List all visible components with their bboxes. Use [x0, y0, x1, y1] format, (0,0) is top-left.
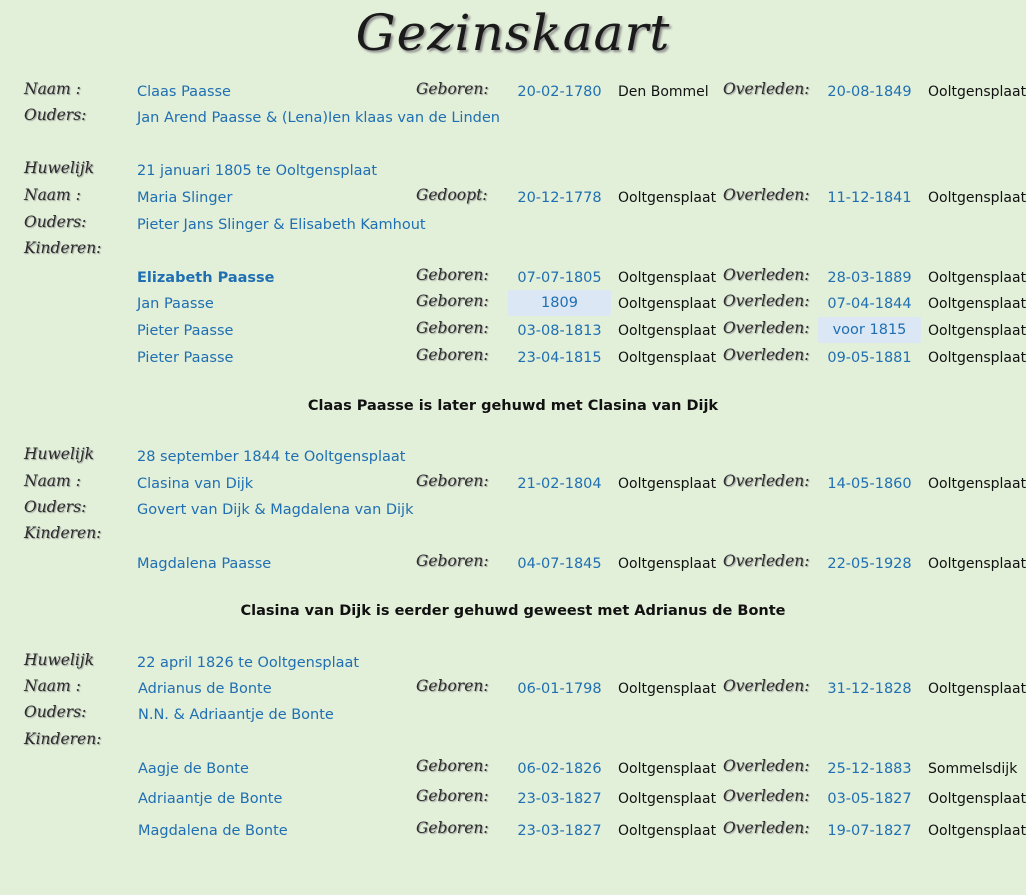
- overleden-label: Overleden:: [723, 757, 810, 775]
- spouse-row-1: [0, 187, 1026, 211]
- geboren-label: Geboren:: [416, 80, 489, 98]
- child-row: [0, 320, 1026, 344]
- kinderen-label: Kinderen:: [24, 239, 102, 257]
- birth-place: Ooltgensplaat: [618, 791, 717, 807]
- ouders-label: Ouders:: [24, 498, 87, 516]
- birth-date: 20-12-1778: [517, 190, 602, 206]
- note-later-married: Claas Paasse is later gehuwd met Clasina van Dijk: [307, 398, 719, 414]
- child-name: Pieter Paasse: [137, 323, 234, 339]
- overleden-label: Overleden:: [723, 80, 810, 98]
- overleden-label: Overleden:: [723, 677, 810, 695]
- death-date: 19-07-1827: [827, 823, 912, 839]
- death-date: 22-05-1928: [827, 556, 912, 572]
- person-name: Claas Paasse: [137, 84, 231, 100]
- birth-place: Ooltgensplaat: [618, 681, 717, 697]
- birth-place: Ooltgensplaat: [618, 556, 717, 572]
- parents-value: N.N. & Adriaantje de Bonte: [138, 707, 334, 723]
- kinderen-row-2: [0, 525, 1026, 549]
- death-date: 11-12-1841: [827, 190, 912, 206]
- geboren-label: Geboren:: [416, 819, 489, 837]
- death-date: 31-12-1828: [827, 681, 912, 697]
- birth-date: 23-03-1827: [517, 823, 602, 839]
- overleden-label: Overleden:: [723, 186, 810, 204]
- birth-place: Ooltgensplaat: [618, 296, 717, 312]
- parents-value: Pieter Jans Slinger & Elisabeth Kamhout: [137, 217, 426, 233]
- death-date: 09-05-1881: [827, 350, 912, 366]
- birth-place: Den Bommel: [618, 84, 709, 100]
- death-place: Ooltgensplaat: [928, 350, 1026, 366]
- marriage-row-1: [0, 160, 1026, 184]
- birth-date: 23-04-1815: [517, 350, 602, 366]
- child-row: [0, 553, 1026, 577]
- geboren-label: Geboren:: [416, 677, 489, 695]
- parents-row-head: [0, 107, 1026, 131]
- spouse-row-3: [0, 678, 1026, 702]
- death-date: 20-08-1849: [827, 84, 912, 100]
- parents-value: Govert van Dijk & Magdalena van Dijk: [137, 502, 414, 518]
- overleden-label: Overleden:: [723, 266, 810, 284]
- overleden-label: Overleden:: [723, 819, 810, 837]
- birth-place: Ooltgensplaat: [618, 323, 717, 339]
- person-name: Maria Slinger: [137, 190, 233, 206]
- birth-date: 21-02-1804: [517, 476, 602, 492]
- death-date: 03-05-1827: [827, 791, 912, 807]
- geboren-label: Geboren:: [416, 292, 489, 310]
- kinderen-row-3: [0, 731, 1026, 755]
- death-place: Ooltgensplaat: [928, 296, 1026, 312]
- birth-date: 06-02-1826: [517, 761, 602, 777]
- geboren-label: Geboren:: [416, 319, 489, 337]
- parents-value: Jan Arend Paasse & (Lena)Ien klaas van de Linden: [137, 110, 500, 126]
- death-place: Ooltgensplaat: [928, 190, 1026, 206]
- birth-place: Ooltgensplaat: [618, 350, 717, 366]
- marriage-row-2: [0, 446, 1026, 470]
- parents-row-1: [0, 214, 1026, 238]
- death-place: Ooltgensplaat: [928, 791, 1026, 807]
- page-title: Gezinskaart: [355, 4, 671, 62]
- death-date: 07-04-1844: [827, 296, 912, 312]
- birth-date: 06-01-1798: [517, 681, 602, 697]
- overleden-label: Overleden:: [723, 319, 810, 337]
- child-name: Elizabeth Paasse: [137, 270, 275, 286]
- person-name: Adrianus de Bonte: [138, 681, 272, 697]
- birth-date: 03-08-1813: [517, 323, 602, 339]
- kinderen-label: Kinderen:: [24, 730, 102, 748]
- ouders-label: Ouders:: [24, 106, 87, 124]
- death-place: Ooltgensplaat: [928, 556, 1026, 572]
- marriage-row-3: [0, 652, 1026, 676]
- death-place: Ooltgensplaat: [928, 476, 1026, 492]
- child-name: Magdalena Paasse: [137, 556, 272, 572]
- birth-date: 23-03-1827: [517, 791, 602, 807]
- geboren-label: Geboren:: [416, 266, 489, 284]
- ouders-label: Ouders:: [24, 703, 87, 721]
- birth-place: Ooltgensplaat: [618, 761, 717, 777]
- child-row: [0, 347, 1026, 371]
- birth-date: 20-02-1780: [517, 84, 602, 100]
- child-name: Magdalena de Bonte: [138, 823, 288, 839]
- spouse-row-2: [0, 473, 1026, 497]
- naam-label: Naam :: [24, 80, 81, 98]
- geboren-label: Geboren:: [416, 552, 489, 570]
- child-row: [0, 758, 1026, 782]
- death-date: 28-03-1889: [827, 270, 912, 286]
- overleden-label: Overleden:: [723, 346, 810, 364]
- kinderen-row-1: [0, 240, 1026, 264]
- child-row: [0, 267, 1026, 291]
- child-name: Jan Paasse: [137, 296, 214, 312]
- marriage-value: 28 september 1844 te Ooltgensplaat: [137, 449, 406, 465]
- death-place: Ooltgensplaat: [928, 270, 1026, 286]
- gedoopt-label: Gedoopt:: [416, 186, 488, 204]
- death-date: voor 1815: [818, 317, 921, 343]
- person-name: Clasina van Dijk: [137, 476, 254, 492]
- death-date: 14-05-1860: [827, 476, 912, 492]
- overleden-label: Overleden:: [723, 292, 810, 310]
- death-place: Ooltgensplaat: [928, 681, 1026, 697]
- birth-place: Ooltgensplaat: [618, 270, 717, 286]
- child-row: [0, 293, 1026, 317]
- person-row-head: [0, 81, 1026, 105]
- child-name: Aagje de Bonte: [138, 761, 249, 777]
- note-earlier-married: Clasina van Dijk is eerder gehuwd geweest met Adrianus de Bonte: [240, 603, 786, 619]
- marriage-value: 22 april 1826 te Ooltgensplaat: [137, 655, 360, 671]
- parents-row-2: [0, 499, 1026, 523]
- birth-place: Ooltgensplaat: [618, 823, 717, 839]
- naam-label: Naam :: [24, 186, 81, 204]
- birth-date: 1809: [508, 290, 611, 316]
- naam-label: Naam :: [24, 677, 81, 695]
- overleden-label: Overleden:: [723, 787, 810, 805]
- child-name: Pieter Paasse: [137, 350, 234, 366]
- child-name: Adriaantje de Bonte: [138, 791, 283, 807]
- overleden-label: Overleden:: [723, 552, 810, 570]
- huwelijk-label: Huwelijk: [24, 445, 95, 463]
- huwelijk-label: Huwelijk: [24, 651, 95, 669]
- naam-label: Naam :: [24, 472, 81, 490]
- birth-date: 07-07-1805: [517, 270, 602, 286]
- birth-place: Ooltgensplaat: [618, 476, 717, 492]
- death-place: Sommelsdijk: [928, 761, 1018, 777]
- parents-row-3: [0, 704, 1026, 728]
- ouders-label: Ouders:: [24, 213, 87, 231]
- geboren-label: Geboren:: [416, 787, 489, 805]
- marriage-value: 21 januari 1805 te Ooltgensplaat: [137, 163, 378, 179]
- geboren-label: Geboren:: [416, 346, 489, 364]
- death-place: Ooltgensplaat: [928, 323, 1026, 339]
- overleden-label: Overleden:: [723, 472, 810, 490]
- birth-date: 04-07-1845: [517, 556, 602, 572]
- huwelijk-label: Huwelijk: [24, 159, 95, 177]
- child-row: [0, 820, 1026, 844]
- geboren-label: Geboren:: [416, 472, 489, 490]
- death-date: 25-12-1883: [827, 761, 912, 777]
- kinderen-label: Kinderen:: [24, 524, 102, 542]
- birth-place: Ooltgensplaat: [618, 190, 717, 206]
- child-row: [0, 788, 1026, 812]
- death-place: Ooltgensplaat: [928, 823, 1026, 839]
- geboren-label: Geboren:: [416, 757, 489, 775]
- death-place: Ooltgensplaat: [928, 84, 1026, 100]
